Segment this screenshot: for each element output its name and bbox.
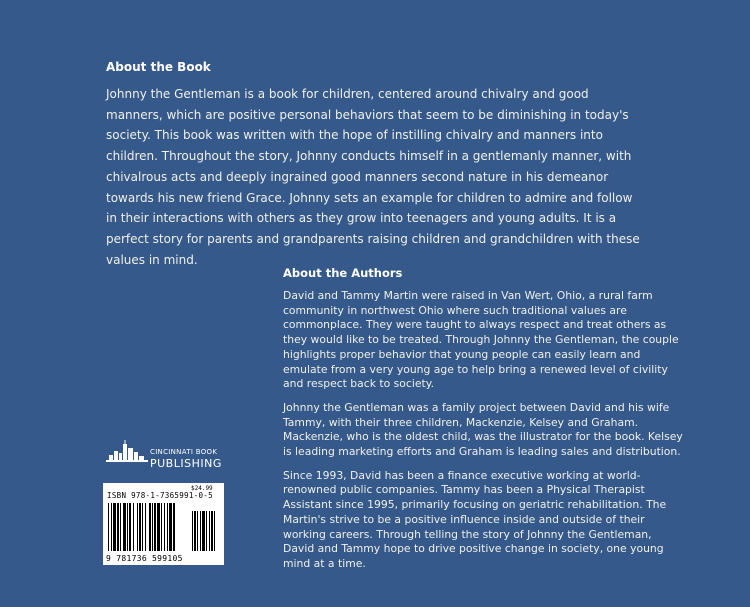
isbn-barcode: [103, 483, 224, 565]
about-the-authors-heading: About the Authors: [283, 266, 403, 280]
about-the-authors-section: [283, 266, 683, 581]
about-the-book-text: Johnny the Gentleman is a book for children, centered around chivalry and good manners, which are positive personal behaviors that seem to be diminishing in today's society. This book was written with the hope of instilling chivalry and manners into children. Throughout the story, Johnny conducts himself in a gentlemanly manner, with chivalrous acts and deeply ingrained good manners second nature in his demeanor towards his new friend Grace. Johnny sets an example for children to admire and follow in their interactions with others as they grow into teenagers and young adults. It is a perfect story for parents and grandparents raising children and grandchildren with these values in mind.: [106, 87, 640, 267]
isbn-number: ISBN 978-1-7365991-0-5: [107, 491, 213, 500]
price-label: $24.99: [191, 485, 213, 492]
authors-paragraph-2: Johnny the Gentleman was a family project between David and his wife Tammy, with their three children, Mackenzie, Kelsey and Graham. Mackenzie, who is the oldest child, was the illustrator for the book. Kelsey is leading marketing efforts and Graham is leading sales and distribution.: [283, 400, 683, 459]
barcode-digits: 9 781736 599105: [106, 554, 183, 563]
city-skyline-icon: [106, 438, 148, 468]
about-the-book-heading: About the Book: [106, 60, 211, 74]
publisher-name: CINCINNATI BOOK: [150, 448, 218, 456]
authors-paragraph-3: Since 1993, David has been a finance executive working at world-renowned public companies. Tammy has been a Physical Therapist Assistant since 1995, primarily focusing on geriatric rehabilitation. The Martin's strive to be a positive influence inside and outside of their working careers. Through telling the story of Johnny the Gentleman, David and Tammy hope to drive positive change in society, one young mind at a time.: [283, 468, 667, 570]
publisher-subname: PUBLISHING: [150, 457, 222, 470]
about-the-book-section: [106, 60, 646, 270]
barcode-bars: [108, 503, 220, 553]
publisher-logo: [106, 438, 226, 478]
authors-paragraph-1: David and Tammy Martin were raised in Van Wert, Ohio, a rural farm community in northwest Ohio where such traditional values are commonplace. They were taught to always respect and treat others as they would like to be treated. Through Johnny the Gentleman, the couple highlights proper behavior that young people can easily learn and emulate from a very young age to help bring a renewed level of civility and respect back to society.: [283, 289, 679, 391]
